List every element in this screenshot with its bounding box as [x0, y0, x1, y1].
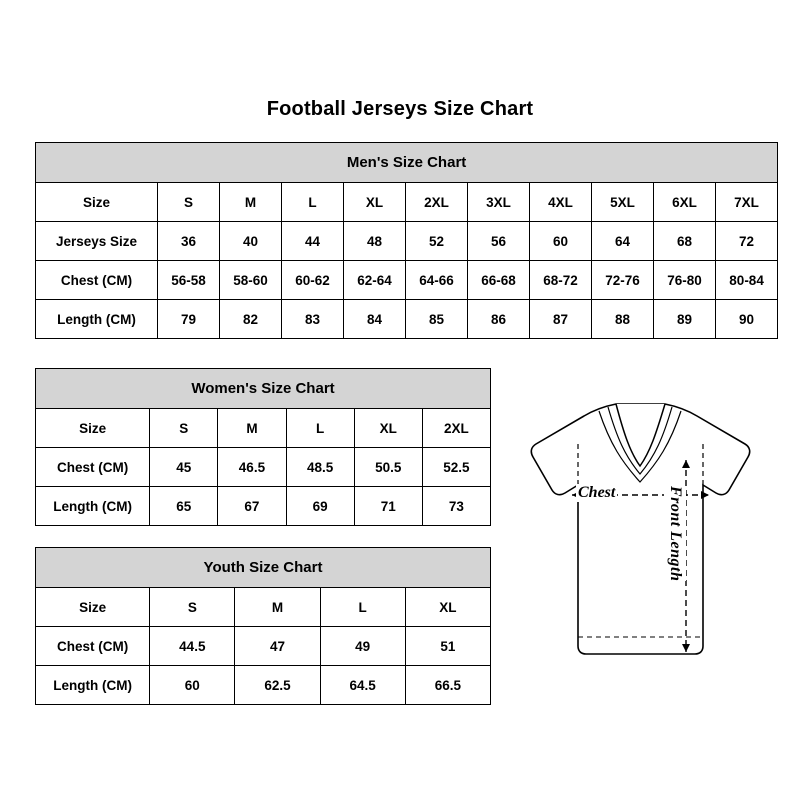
- youth-table-title: Youth Size Chart: [36, 548, 491, 588]
- mens-col-2xl: 2XL: [406, 183, 468, 222]
- mens-chest-l: 60-62: [282, 261, 344, 300]
- mens-col-6xl: 6XL: [654, 183, 716, 222]
- womens-length-s: 65: [150, 487, 218, 526]
- jersey-outline-icon: [498, 400, 783, 690]
- youth-chest-l: 49: [320, 627, 405, 666]
- womens-column-header-row: [36, 409, 491, 448]
- youth-chest-s: 44.5: [150, 627, 235, 666]
- mens-jersey-s: 36: [158, 222, 220, 261]
- mens-col-7xl: 7XL: [716, 183, 778, 222]
- mens-col-size-label: Size: [36, 183, 158, 222]
- youth-col-xl: XL: [405, 588, 490, 627]
- womens-chest-2xl: 52.5: [422, 448, 490, 487]
- womens-table-header-row: [36, 369, 491, 409]
- mens-jersey-6xl: 68: [654, 222, 716, 261]
- womens-length-l: 69: [286, 487, 354, 526]
- table-row: [36, 222, 778, 261]
- womens-length-2xl: 73: [422, 487, 490, 526]
- mens-length-2xl: 85: [406, 300, 468, 339]
- youth-length-m: 62.5: [235, 666, 320, 705]
- mens-chest-xl: 62-64: [344, 261, 406, 300]
- mens-chest-5xl: 72-76: [592, 261, 654, 300]
- mens-col-l: L: [282, 183, 344, 222]
- mens-col-4xl: 4XL: [530, 183, 592, 222]
- womens-col-2xl: 2XL: [422, 409, 490, 448]
- womens-col-s: S: [150, 409, 218, 448]
- womens-length-m: 67: [218, 487, 286, 526]
- mens-chest-m: 58-60: [220, 261, 282, 300]
- mens-table-header-row: [36, 143, 778, 183]
- youth-col-size-label: Size: [36, 588, 150, 627]
- table-row: [36, 448, 491, 487]
- mens-jersey-xl: 48: [344, 222, 406, 261]
- mens-col-xl: XL: [344, 183, 406, 222]
- womens-col-size-label: Size: [36, 409, 150, 448]
- mens-length-4xl: 87: [530, 300, 592, 339]
- youth-length-l: 64.5: [320, 666, 405, 705]
- mens-jersey-3xl: 56: [468, 222, 530, 261]
- mens-chest-7xl: 80-84: [716, 261, 778, 300]
- mens-length-l: 83: [282, 300, 344, 339]
- table-row: [36, 666, 491, 705]
- mens-col-3xl: 3XL: [468, 183, 530, 222]
- page-title: Football Jerseys Size Chart: [266, 98, 534, 120]
- womens-chest-l: 48.5: [286, 448, 354, 487]
- chest-measure-label: Chest: [578, 484, 616, 501]
- jersey-measurement-diagram: [498, 400, 783, 690]
- womens-chest-s: 45: [150, 448, 218, 487]
- youth-col-s: S: [150, 588, 235, 627]
- womens-row-length-label: Length (CM): [36, 487, 150, 526]
- mens-col-m: M: [220, 183, 282, 222]
- mens-length-5xl: 88: [592, 300, 654, 339]
- womens-col-l: L: [286, 409, 354, 448]
- youth-chest-m: 47: [235, 627, 320, 666]
- mens-length-3xl: 86: [468, 300, 530, 339]
- womens-row-chest-label: Chest (CM): [36, 448, 150, 487]
- youth-length-s: 60: [150, 666, 235, 705]
- mens-row-chest-label: Chest (CM): [36, 261, 158, 300]
- mens-jersey-4xl: 60: [530, 222, 592, 261]
- mens-jersey-2xl: 52: [406, 222, 468, 261]
- youth-col-m: M: [235, 588, 320, 627]
- womens-size-table: [35, 368, 491, 526]
- womens-col-xl: XL: [354, 409, 422, 448]
- youth-chest-xl: 51: [405, 627, 490, 666]
- mens-row-jersey-label: Jerseys Size: [36, 222, 158, 261]
- mens-row-length-label: Length (CM): [36, 300, 158, 339]
- mens-chest-6xl: 76-80: [654, 261, 716, 300]
- mens-col-5xl: 5XL: [592, 183, 654, 222]
- table-row: [36, 300, 778, 339]
- mens-chest-3xl: 66-68: [468, 261, 530, 300]
- womens-col-m: M: [218, 409, 286, 448]
- womens-chest-m: 46.5: [218, 448, 286, 487]
- mens-length-m: 82: [220, 300, 282, 339]
- mens-size-table: [35, 142, 778, 339]
- mens-length-7xl: 90: [716, 300, 778, 339]
- table-row: [36, 627, 491, 666]
- mens-jersey-7xl: 72: [716, 222, 778, 261]
- youth-size-table: [35, 547, 491, 705]
- mens-length-s: 79: [158, 300, 220, 339]
- mens-chest-2xl: 64-66: [406, 261, 468, 300]
- womens-chest-xl: 50.5: [354, 448, 422, 487]
- mens-jersey-5xl: 64: [592, 222, 654, 261]
- youth-col-l: L: [320, 588, 405, 627]
- mens-jersey-l: 44: [282, 222, 344, 261]
- womens-length-xl: 71: [354, 487, 422, 526]
- table-row: [36, 261, 778, 300]
- mens-length-6xl: 89: [654, 300, 716, 339]
- youth-length-xl: 66.5: [405, 666, 490, 705]
- table-row: [36, 487, 491, 526]
- youth-row-length-label: Length (CM): [36, 666, 150, 705]
- mens-table-title: Men's Size Chart: [36, 143, 778, 183]
- mens-column-header-row: [36, 183, 778, 222]
- youth-row-chest-label: Chest (CM): [36, 627, 150, 666]
- youth-table-header-row: [36, 548, 491, 588]
- mens-jersey-m: 40: [220, 222, 282, 261]
- front-length-measure-label: Front Length: [664, 486, 686, 581]
- mens-chest-4xl: 68-72: [530, 261, 592, 300]
- mens-length-xl: 84: [344, 300, 406, 339]
- youth-column-header-row: [36, 588, 491, 627]
- womens-table-title: Women's Size Chart: [36, 369, 491, 409]
- mens-col-s: S: [158, 183, 220, 222]
- mens-chest-s: 56-58: [158, 261, 220, 300]
